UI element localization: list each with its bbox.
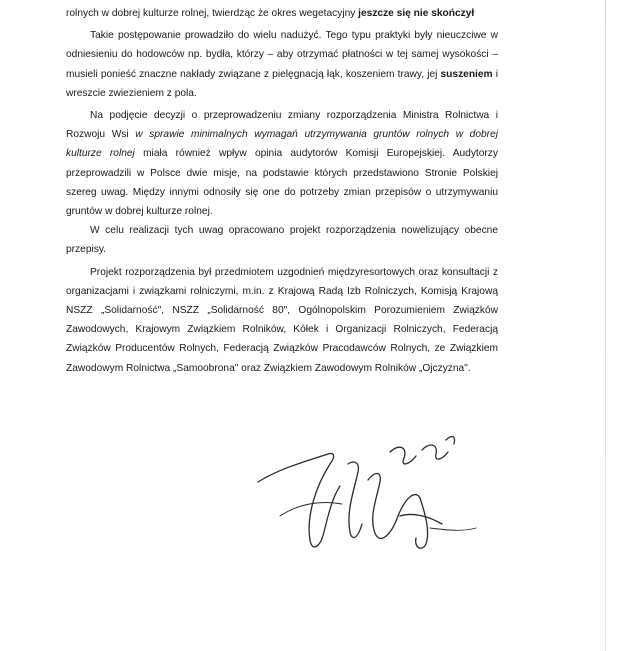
text-run: Takie postępowanie prowadziło do wielu nadużyć. Tego typu praktyki były nieuczciwe w odniesieniu do hodowców np. bydła, którzy – aby otrzymać płatności w tej samej wysokości – musieli ponieść znaczne nakłady związane z pielęgnacją łąk, koszeniem trawy, jej xyxy=(66,30,498,80)
text-run: rolnych w dobrej kulturze rolnej, twierdząc że okres wegetacyjny xyxy=(66,8,359,19)
handwritten-signature xyxy=(250,420,490,570)
text-run: Na podjęcie decyzji o przeprowadzeniu zmiany rozporządzenia Ministra Rolnictwa i Rozwoju Wsi xyxy=(66,110,498,141)
text-run: i wreszcie zwiezieniem z pola. xyxy=(66,68,498,99)
scan-edge-line xyxy=(605,0,606,651)
text-run: Projekt rozporządzenia był przedmiotem uzgodnień międzyresortowych oraz konsultacji z organizacjami i związkami rolniczymi, m.in. z Krajową Radą Izb Rolniczych, Komisją Krajową NSZZ „Solidarność", NSZZ „Solidarność 80", Ogólnopolskim Porozumieniem Związków Zawodowych, Krajowym Związkiem Rolników, Kółek i Organizacji Rolniczych, Federacją Związków Producentów Rolnych, Federacją Związków Pracodawców Rolnych, ze Związkiem Zawodowym Rolnictwa „Samoobrona" oraz Związkiem Zawodowym Rolników „Ojczyzna". xyxy=(66,266,498,374)
letter-body xyxy=(66,4,498,378)
paragraph xyxy=(66,26,498,103)
text-run-italic: w sprawie minimalnych wymagań utrzymywania gruntów rolnych w dobrej kulturze rolnej xyxy=(66,129,498,160)
paragraph xyxy=(66,106,498,221)
text-run-bold: suszeniem xyxy=(440,68,493,80)
paragraph-continuation xyxy=(66,4,498,23)
paragraph xyxy=(66,263,498,378)
text-run: W celu realizacji tych uwag opracowano projekt rozporządzenia nowelizujący obecne przepisy. xyxy=(66,225,498,256)
text-run: miała również wpływ opinia audytorów Komisji Europejskiej. Audytorzy przeprowadzili w Polsce dwie misje, na podstawie których przedstawiono Stronie Polskiej szereg uwag. Między innymi odnosiły się one do potrzeby zmian przepisów o utrzymywaniu gruntów w dobrej kulturze rolnej. xyxy=(66,148,498,218)
paragraph xyxy=(66,221,498,259)
text-run-bold: jeszcze się nie skończył xyxy=(358,8,475,19)
